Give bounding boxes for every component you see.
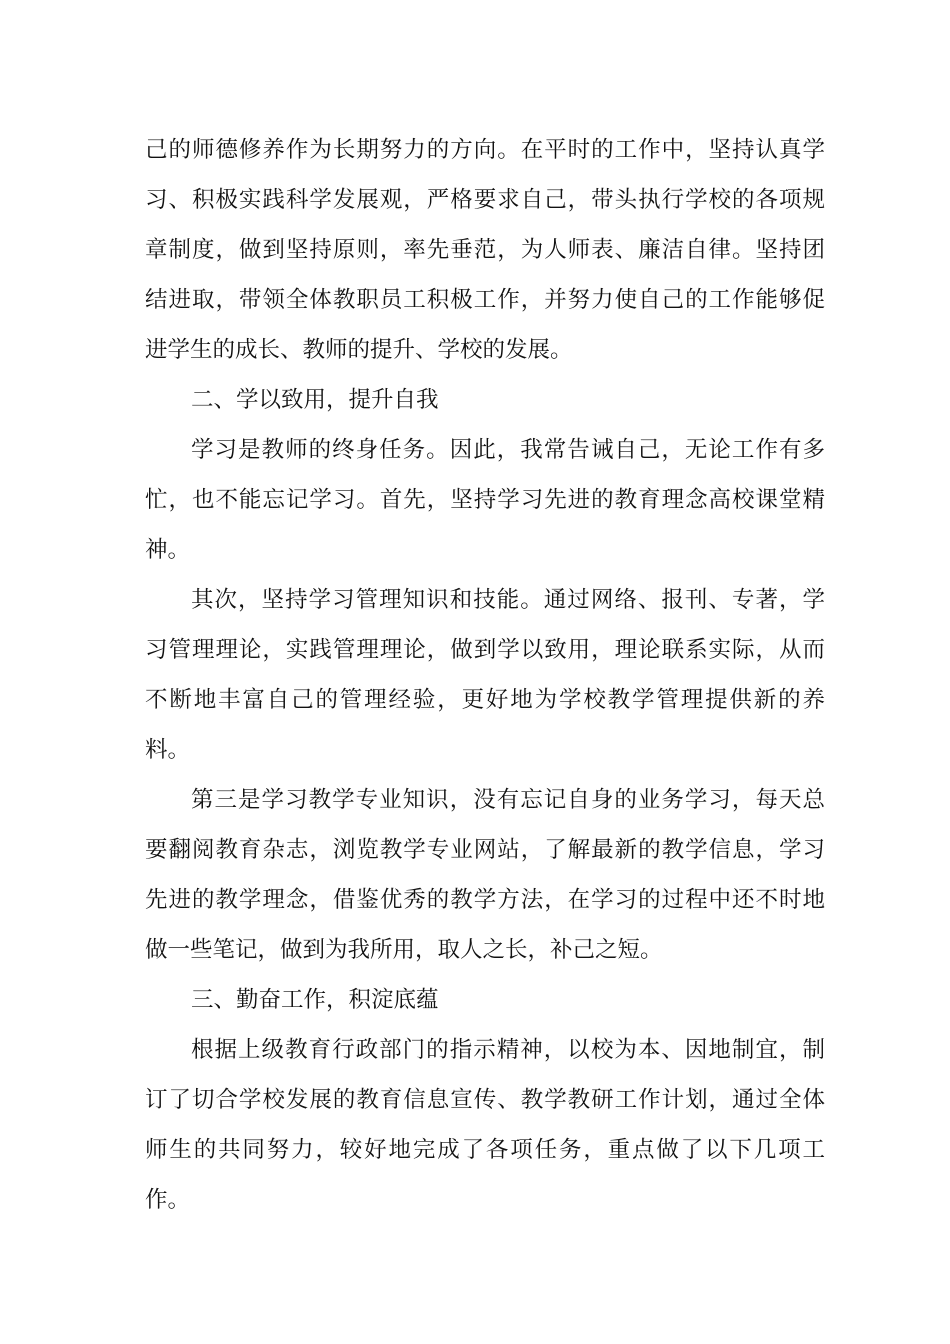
section-heading: 三、勤奋工作，积淀底蕴 <box>191 987 439 1013</box>
body-text-line: 料。 <box>145 737 191 763</box>
body-text-line: 第三是学习教学专业知识，没有忘记自身的业务学习，每天总 <box>191 787 825 813</box>
body-text-line: 师生的共同努力，较好地完成了各项任务，重点做了以下几项工 <box>145 1137 825 1163</box>
body-text-line: 先进的教学理念，借鉴优秀的教学方法，在学习的过程中还不时地 <box>145 887 825 913</box>
body-text-line: 忙，也不能忘记学习。首先，坚持学习先进的教育理念高校课堂精 <box>145 487 825 513</box>
body-text-line: 其次，坚持学习管理知识和技能。通过网络、报刊、专著，学 <box>191 587 825 613</box>
section-heading: 二、学以致用，提升自我 <box>191 387 439 413</box>
body-text-line: 结进取，带领全体教职员工积极工作，并努力使自己的工作能够促 <box>145 287 825 313</box>
body-text-line: 章制度，做到坚持原则，率先垂范，为人师表、廉洁自律。坚持团 <box>145 237 825 263</box>
body-text-line: 根据上级教育行政部门的指示精神，以校为本、因地制宜，制 <box>191 1037 825 1063</box>
body-text-line: 习管理理论，实践管理理论，做到学以致用，理论联系实际，从而 <box>145 637 825 663</box>
body-text-line: 订了切合学校发展的教育信息宣传、教学教研工作计划，通过全体 <box>145 1087 825 1113</box>
body-text-line: 习、积极实践科学发展观，严格要求自己，带头执行学校的各项规 <box>145 187 825 213</box>
body-text-line: 做一些笔记，做到为我所用，取人之长，补己之短。 <box>145 937 663 963</box>
body-text-line: 不断地丰富自己的管理经验，更好地为学校教学管理提供新的养 <box>145 687 825 713</box>
body-text-line: 作。 <box>145 1187 191 1213</box>
body-text-line: 进学生的成长、教师的提升、学校的发展。 <box>145 337 573 363</box>
body-text-line: 要翻阅教育杂志，浏览教学专业网站，了解最新的教学信息，学习 <box>145 837 825 863</box>
body-text-line: 己的师德修养作为长期努力的方向。在平时的工作中，坚持认真学 <box>145 137 825 163</box>
body-text-line: 神。 <box>145 537 191 563</box>
body-text-line: 学习是教师的终身任务。因此，我常告诫自己，无论工作有多 <box>191 437 825 463</box>
